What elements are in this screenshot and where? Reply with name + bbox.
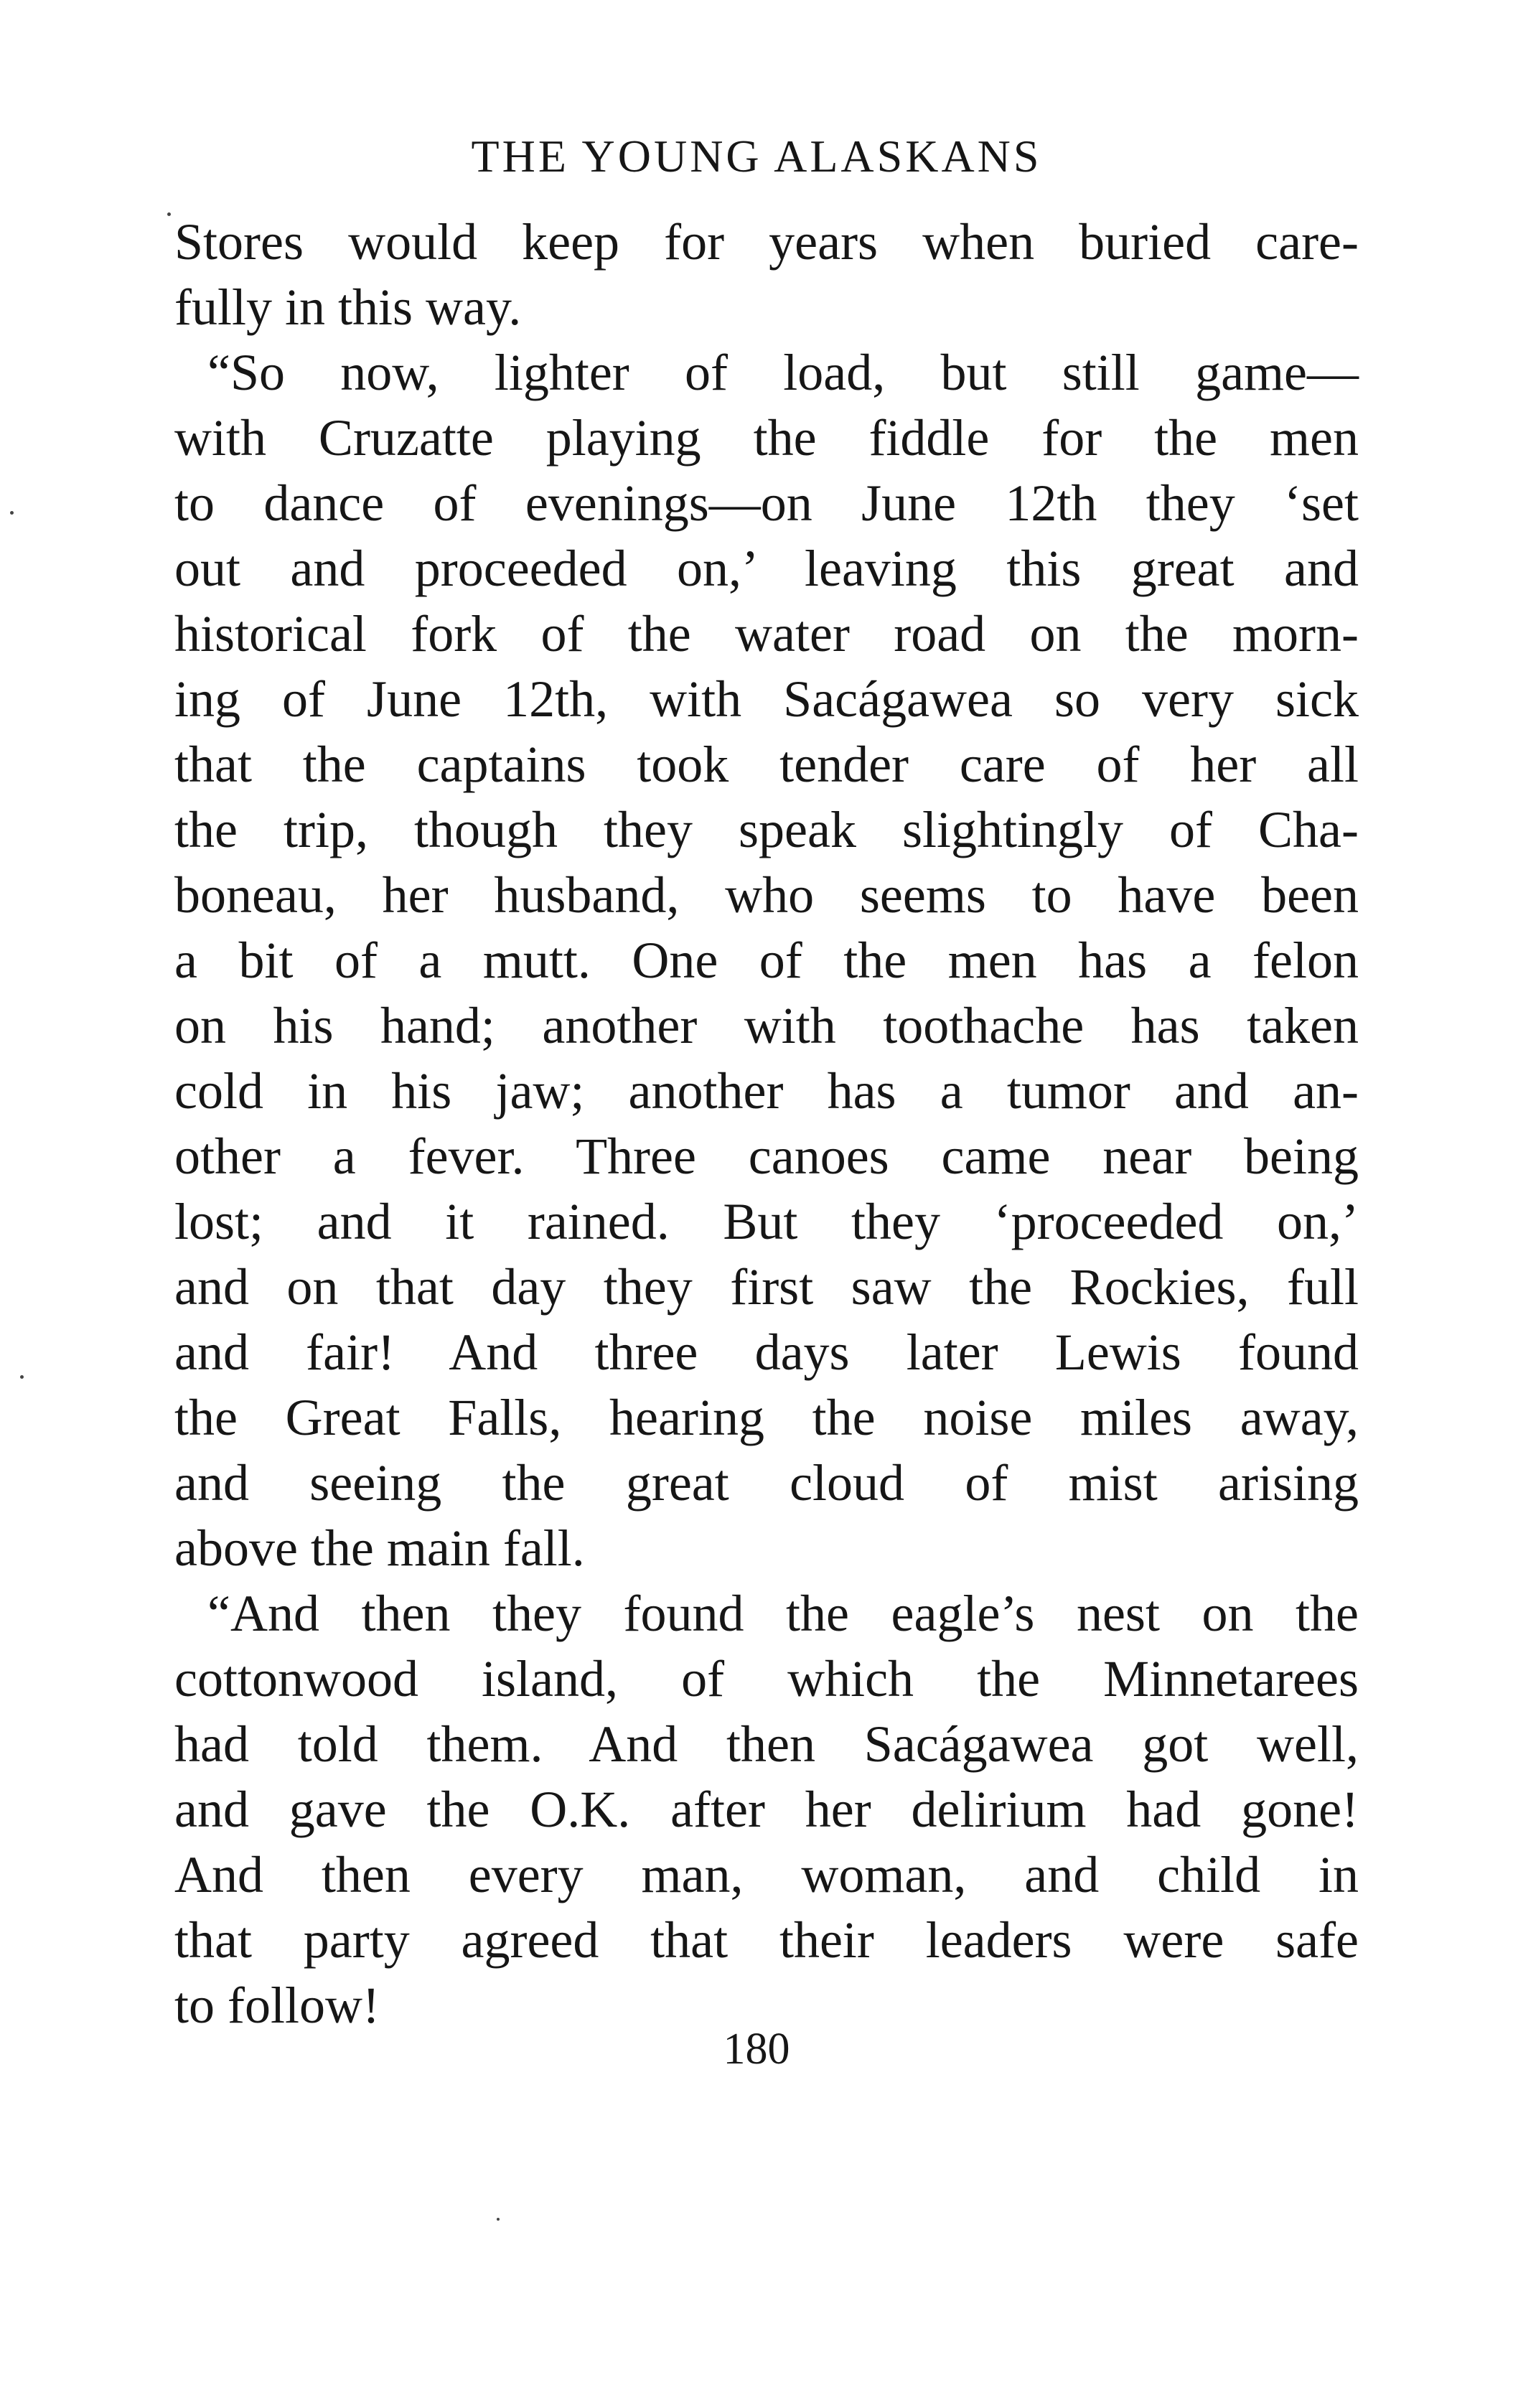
text-line: the trip, though they speak slightingly of Cha-	[174, 801, 1359, 858]
text-line: And then every man, woman, and child in	[174, 1846, 1359, 1903]
text-line: historical fork of the water road on the morn-	[174, 605, 1359, 662]
text-line: out and proceeded on,’ leaving this great and	[174, 540, 1359, 597]
text-line: and gave the O.K. after her delirium had gone!	[174, 1781, 1359, 1838]
paragraph-first-line: “So now, lighter of load, but still game—	[207, 344, 1359, 401]
text-line: with Cruzatte playing the fiddle for the men	[174, 409, 1359, 467]
text-line: and on that day they first saw the Rockies, full	[174, 1258, 1359, 1316]
text-line: and seeing the great cloud of mist arising	[174, 1454, 1359, 1512]
text-line: ing of June 12th, with Sacágawea so very sick	[174, 670, 1359, 728]
page-number: 180	[723, 2025, 790, 2074]
body-text	[174, 210, 1359, 2038]
text-line: a bit of a mutt. One of the men has a felon	[174, 932, 1359, 989]
text-line: cold in his jaw; another has a tumor and an-	[174, 1062, 1359, 1120]
scan-speck	[10, 511, 14, 515]
text-line: other a fever. Three canoes came near being	[174, 1128, 1359, 1185]
text-line: above the main fall.	[174, 1519, 585, 1577]
text-line: and fair! And three days later Lewis found	[174, 1324, 1359, 1381]
text-line: that party agreed that their leaders were safe	[174, 1911, 1359, 1969]
text-line: had told them. And then Sacágawea got well,	[174, 1715, 1359, 1773]
paragraph-first-line: “And then they found the eagle’s nest on the	[207, 1585, 1359, 1642]
text-line: cottonwood island, of which the Minnetarees	[174, 1650, 1359, 1707]
scan-speck	[167, 212, 171, 216]
text-line: lost; and it rained. But they ‘proceeded on,’	[174, 1193, 1359, 1250]
text-line: fully in this way.	[174, 278, 522, 336]
text-line: on his hand; another with toothache has taken	[174, 997, 1359, 1054]
text-line: that the captains took tender care of her all	[174, 736, 1359, 793]
running-head: THE YOUNG ALASKANS	[471, 131, 1042, 182]
text-line: boneau, her husband, who seems to have been	[174, 866, 1359, 924]
text-line: the Great Falls, hearing the noise miles away,	[174, 1389, 1359, 1446]
text-line: to follow!	[174, 1977, 380, 2034]
scan-speck	[20, 1375, 24, 1379]
text-line: to dance of evenings—on June 12th they ‘set	[174, 474, 1359, 532]
text-line: Stores would keep for years when buried care-	[174, 213, 1359, 271]
scan-speck	[497, 2218, 500, 2221]
